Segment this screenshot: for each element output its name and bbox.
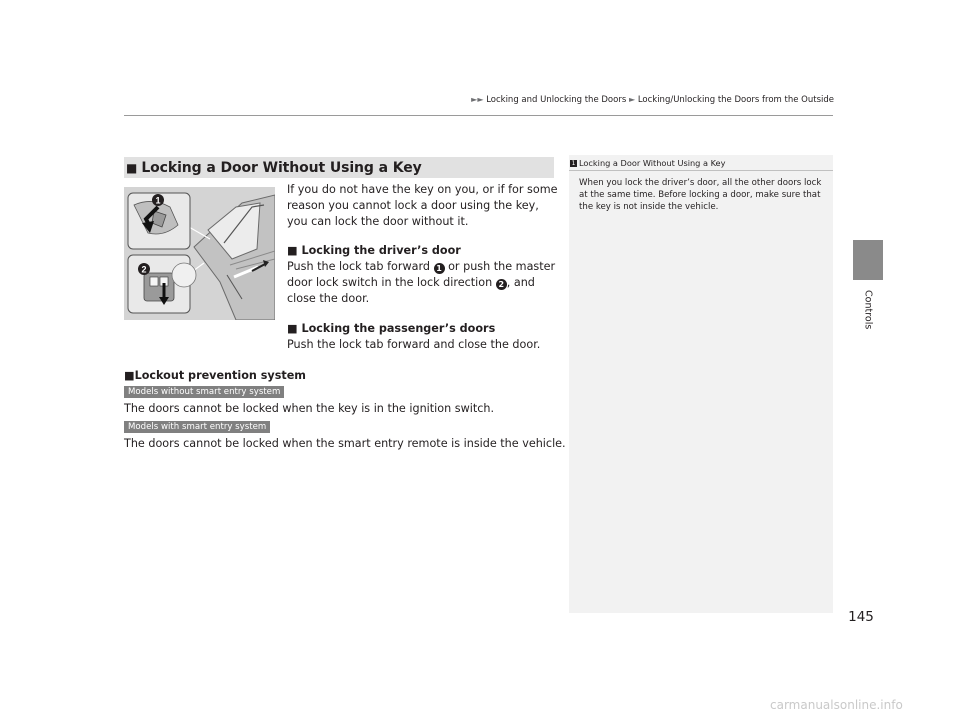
marker-2-icon: 2: [496, 279, 507, 290]
square-bullet-icon: ■: [287, 322, 302, 335]
side-note-text: When you lock the driver’s door, all the other doors lock at the same time. Before locking a door, make sure that the key is not inside the vehicle.: [579, 178, 822, 212]
passengers-doors-paragraph: Push the lock tab forward and close the door.: [287, 338, 541, 351]
subheading-passengers-doors: [287, 322, 495, 335]
drivers-door-text: , and close the door.: [287, 276, 535, 306]
model-badge: Models without smart entry system: [124, 386, 284, 398]
lockout-text-with-smart-entry: The doors cannot be locked when the smart entry remote is inside the vehicle.: [124, 437, 566, 450]
side-note-title: Locking a Door Without Using a Key: [579, 158, 726, 168]
model-badge: Models with smart entry system: [124, 421, 270, 433]
arrow-icon: ►: [628, 95, 636, 104]
subheading-text: Lockout prevention system: [134, 369, 306, 382]
drivers-door-paragraph: [287, 259, 557, 308]
callout-1: 1: [155, 195, 161, 206]
breadcrumb: [428, 95, 834, 105]
subheading-text: Locking the passenger’s doors: [301, 322, 496, 335]
breadcrumb-item[interactable]: Locking and Unlocking the Doors: [486, 95, 627, 105]
breadcrumb-item[interactable]: Locking/Unlocking the Doors from the Outside: [637, 95, 834, 105]
square-bullet-icon: ■: [126, 160, 138, 175]
drivers-door-text: Push the lock tab forward: [287, 260, 434, 273]
side-note-divider: [569, 170, 833, 171]
subheading-drivers-door: [287, 244, 461, 257]
door-lock-illustration: [124, 187, 275, 320]
door-lock-illustration-svg: [124, 187, 275, 320]
section-header: [124, 157, 554, 178]
note-marker-icon: 1: [571, 160, 576, 167]
watermark: carmanualsonline.info: [770, 698, 903, 712]
subheading-lockout: [124, 369, 306, 382]
lockout-text-without-smart-entry: The doors cannot be locked when the key is in the ignition switch.: [124, 402, 495, 415]
subheading-text: Locking the driver’s door: [301, 244, 461, 257]
side-note-heading: [570, 158, 725, 168]
chapter-tab: [853, 240, 883, 280]
section-title: Locking a Door Without Using a Key: [141, 159, 422, 176]
square-bullet-icon: ■: [287, 244, 302, 257]
chapter-label: Controls: [862, 290, 874, 330]
drivers-door-text: or push the master door lock switch in the lock direction: [287, 260, 556, 290]
side-note-panel: [569, 155, 833, 613]
square-bullet-icon: ■: [124, 369, 135, 382]
page-number: 145: [848, 609, 874, 625]
marker-1-icon: 1: [434, 263, 445, 274]
intro-paragraph: If you do not have the key on you, or if for some reason you cannot lock a door using the key, you can lock the door without it.: [287, 183, 558, 229]
header-divider: [124, 115, 833, 116]
callout-2: 2: [141, 264, 147, 275]
double-arrow-icon: ►►: [471, 95, 484, 104]
